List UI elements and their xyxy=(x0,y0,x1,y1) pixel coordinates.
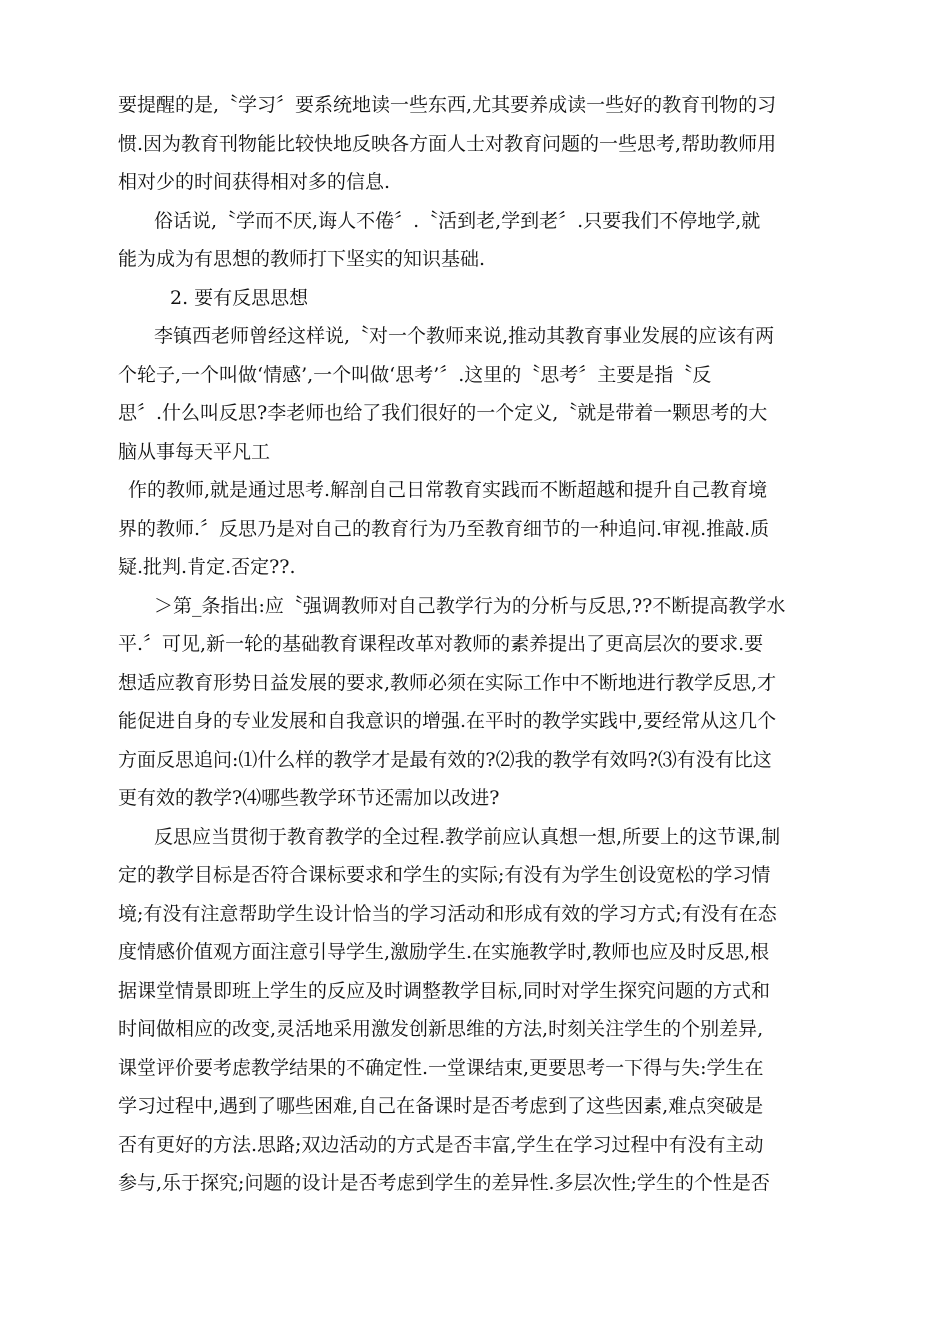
text-line: 度情感价值观方面注意引导学生,激励学生.在实施教学时,教师也应及时反思,根 xyxy=(118,941,770,963)
text-line: 方面反思追问:⑴什么样的教学才是最有效的?⑵我的教学有效吗?⑶有没有比这 xyxy=(118,748,772,771)
text-line: 能为成为有思想的教师打下坚实的知识基础. xyxy=(118,248,486,270)
section-heading: 2. 要有反思思想 xyxy=(170,286,309,309)
text-line: 脑从事每天平凡工 xyxy=(118,440,271,463)
text-line: ＞第_条指出:应〝强调教师对自己教学行为的分析与反思,??不断提高教学水 xyxy=(154,594,786,617)
text-line: 能促进自身的专业发展和自我意识的增强.在平时的教学实践中,要经常从这几个 xyxy=(118,710,777,732)
text-line: 作的教师,就是通过思考.解剖自己日常教育实践而不断超越和提升自己教育境 xyxy=(128,479,768,501)
text-line: 反思应当贯彻于教育教学的全过程.教学前应认真想一想,所要上的这节课,制 xyxy=(154,825,781,848)
text-line: 否有更好的方法.思路;双边活动的方式是否丰富,学生在学习过程中有没有主动 xyxy=(118,1133,764,1156)
text-line: 界的教师.〞反思乃是对自己的教育行为乃至教育细节的一种追问.审视.推敲.质 xyxy=(118,517,770,540)
text-line: 相对少的时间获得相对多的信息. xyxy=(118,171,391,193)
text-line: 定的教学目标是否符合课标要求和学生的实际;有没有为学生创设宽松的学习情 xyxy=(118,864,771,886)
text-line: 平.〞可见,新一轮的基础教育课程改革对教师的素养提出了更高层次的要求.要 xyxy=(118,633,764,655)
text-line: 李镇西老师曾经这样说,〝对一个教师来说,推动其教育事业发展的应该有两 xyxy=(154,325,775,347)
text-line: 境;有没有注意帮助学生设计恰当的学习活动和形成有效的学习方式;有没有在态 xyxy=(118,902,777,925)
text-line: 时间做相应的改变,灵活地采用激发创新思维的方法,时刻关注学生的个别差异, xyxy=(118,1018,764,1040)
text-line: 更有效的教学?⑷哪些教学环节还需加以改进? xyxy=(118,787,500,809)
text-line: 课堂评价要考虑教学结果的不确定性.一堂课结束,更要思考一下得与失:学生在 xyxy=(118,1056,764,1079)
text-line: 个轮子,一个叫做‘情感’,一个叫做‘思考’〞.这里的〝思考〞主要是指〝反 xyxy=(118,363,712,386)
text-line: 想适应教育形势日益发展的要求,教师必须在实际工作中不断地进行教学反思,才 xyxy=(118,671,777,694)
text-line: 参与,乐于探究;问题的设计是否考虑到学生的差异性.多层次性;学生的个性是否 xyxy=(118,1172,770,1194)
text-line: 据课堂情景即班上学生的反应及时调整教学目标,同时对学生探究问题的方式和 xyxy=(118,979,771,1002)
document-body xyxy=(118,86,840,1203)
text-line: 要提醒的是,〝学习〞要系统地读一些东西,尤其要养成读一些好的教育刊物的习 xyxy=(118,94,777,116)
text-line: 俗话说,〝学而不厌,诲人不倦〞.〝活到老,学到老〞.只要我们不停地学,就 xyxy=(154,209,761,232)
text-line: 学习过程中,遇到了哪些困难,自己在备课时是否考虑到了这些因素,难点突破是 xyxy=(118,1095,764,1117)
text-line: 疑.批判.肯定.否定??. xyxy=(118,556,296,578)
text-line: 思〞.什么叫反思?李老师也给了我们很好的一个定义,〝就是带着一颗思考的大 xyxy=(118,402,768,424)
text-line: 惯.因为教育刊物能比较快地反映各方面人士对教育问题的一些思考,帮助教师用 xyxy=(118,132,777,155)
